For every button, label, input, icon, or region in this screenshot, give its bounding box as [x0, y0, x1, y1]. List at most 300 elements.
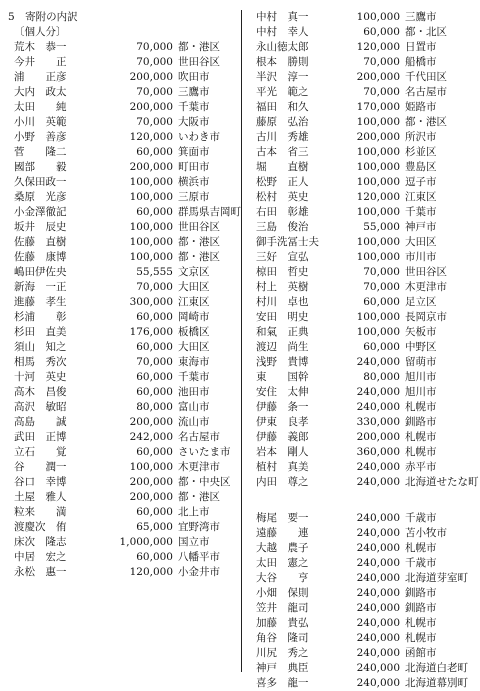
donation-amount: 240,000 [356, 476, 400, 488]
donation-amount: 70,000 [136, 56, 173, 68]
donation-amount: 240,000 [356, 542, 400, 554]
donor-row [256, 340, 480, 355]
donor-location: 国立市 [178, 536, 210, 548]
donor-name: 佐藤 直樹 [14, 236, 67, 248]
donation-amount: 170,000 [356, 101, 400, 113]
donor-location: 三原市 [178, 191, 210, 203]
donation-amount: 240,000 [356, 572, 400, 584]
column-divider [241, 10, 242, 672]
section-heading: 5 寄附の内訳 [8, 11, 78, 23]
donor-name: 中居 宏之 [14, 551, 67, 563]
donor-location: 北上市 [178, 506, 210, 518]
donor-row [256, 220, 480, 235]
donor-location: 神戸市 [405, 221, 437, 233]
donor-location: 千歳市 [405, 557, 437, 569]
donor-location: 札幌市 [405, 542, 437, 554]
donor-location: 名古屋市 [405, 86, 447, 98]
donor-name: 久保田政一 [14, 176, 67, 188]
donation-amount: 120,000 [356, 41, 400, 53]
donor-location: 市川市 [405, 251, 437, 263]
donation-amount: 242,000 [129, 431, 173, 443]
donor-location: 都・港区 [178, 251, 220, 263]
donor-row [256, 526, 480, 541]
donor-location: 千葉市 [178, 101, 210, 113]
donor-row [256, 385, 480, 400]
donor-name: 中村 真一 [256, 11, 309, 23]
donation-amount: 60,000 [136, 341, 173, 353]
donor-location: 釧路市 [405, 416, 437, 428]
donation-amount: 60,000 [136, 551, 173, 563]
donation-amount: 70,000 [363, 281, 400, 293]
donor-row [8, 565, 236, 580]
donor-row [8, 370, 236, 385]
donor-location: 千歳市 [405, 512, 437, 524]
donation-amount: 240,000 [356, 632, 400, 644]
donor-name: 大内 政太 [14, 86, 67, 98]
donor-location: 日置市 [405, 41, 437, 53]
donor-location: 大田区 [405, 236, 437, 248]
donor-name: 進藤 孝生 [14, 296, 67, 308]
donor-row [256, 646, 480, 661]
donor-name: 小畑 保則 [256, 587, 309, 599]
donor-row [256, 460, 480, 475]
donor-row [8, 520, 236, 535]
donor-location: 都・中央区 [178, 476, 231, 488]
donor-name: 中村 幸人 [256, 26, 309, 38]
donation-amount: 200,000 [129, 71, 173, 83]
donor-name: 太田 憲之 [256, 557, 309, 569]
donor-location: 釧路市 [405, 602, 437, 614]
donor-row [8, 235, 236, 250]
donor-name: 村川 卓也 [256, 296, 309, 308]
donation-amount: 100,000 [356, 11, 400, 23]
donor-row [256, 115, 480, 130]
donation-amount: 100,000 [129, 461, 173, 473]
donor-name: 加藤 貴弘 [256, 617, 309, 629]
donor-name: 川尻 秀之 [256, 647, 309, 659]
donor-row [8, 325, 236, 340]
donation-amount: 300,000 [129, 296, 173, 308]
donor-name: 高島 誠 [14, 416, 67, 428]
donor-location: 北海道白老町 [405, 662, 468, 674]
donor-name: 三島 俊治 [256, 221, 309, 233]
donor-row [8, 415, 236, 430]
donor-row [8, 85, 236, 100]
donor-row [256, 445, 480, 460]
donor-name: 和氣 正典 [256, 326, 309, 338]
donor-row [256, 430, 480, 445]
donation-amount: 100,000 [356, 311, 400, 323]
donor-row [8, 400, 236, 415]
donor-location: 岡崎市 [178, 311, 210, 323]
donor-name: 嶋田伊佐央 [14, 266, 67, 278]
donor-location: 都・北区 [405, 26, 447, 38]
donation-amount: 100,000 [129, 251, 173, 263]
left-column [8, 10, 241, 580]
donor-location: 世田谷区 [178, 56, 220, 68]
donor-location: 旭川市 [405, 371, 437, 383]
donor-location: 札幌市 [405, 431, 437, 443]
donation-amount: 60,000 [363, 26, 400, 38]
donor-name: 半沢 淳一 [256, 71, 309, 83]
donation-amount: 80,000 [363, 371, 400, 383]
donation-amount: 240,000 [356, 356, 400, 368]
donor-name: 松野 正人 [256, 176, 309, 188]
donor-row [8, 190, 236, 205]
donor-row [256, 70, 480, 85]
donor-name: 荒木 恭一 [14, 41, 67, 53]
donor-name: 高木 昌俊 [14, 386, 67, 398]
donor-location: 都・港区 [405, 116, 447, 128]
donor-name: 内田 尊之 [256, 476, 309, 488]
donor-row [8, 385, 236, 400]
donation-amount: 55,000 [363, 221, 400, 233]
donor-location: 留萌市 [405, 356, 437, 368]
donor-name: 土屋 雅人 [14, 491, 67, 503]
donor-name: 古川 秀雄 [256, 131, 309, 143]
donor-location: 宜野湾市 [178, 521, 220, 533]
donor-name: 角谷 隆司 [256, 632, 309, 644]
donor-location: 木更津市 [405, 281, 447, 293]
donor-row [8, 445, 236, 460]
donation-amount: 70,000 [136, 356, 173, 368]
donor-name: 浦 正彦 [14, 71, 67, 83]
donor-location: さいたま市 [178, 446, 231, 458]
donor-row [256, 55, 480, 70]
donation-amount: 240,000 [356, 587, 400, 599]
donation-amount: 80,000 [136, 401, 173, 413]
donation-amount: 330,000 [356, 416, 400, 428]
donor-row [8, 55, 236, 70]
donor-row [256, 571, 480, 586]
donor-location: 大田区 [178, 281, 210, 293]
donor-location: 木更津市 [178, 461, 220, 473]
donor-location: 横浜市 [178, 176, 210, 188]
donor-location: 豊島区 [405, 161, 437, 173]
donation-amount: 60,000 [363, 341, 400, 353]
donor-row [8, 220, 236, 235]
donor-row [256, 310, 480, 325]
donor-row [256, 40, 480, 55]
donor-row [256, 586, 480, 601]
donor-location: 文京区 [178, 266, 210, 278]
donation-amount: 240,000 [356, 602, 400, 614]
donor-location: 船橋市 [405, 56, 437, 68]
donation-amount: 60,000 [136, 371, 173, 383]
donor-name: 太田 純 [14, 101, 67, 113]
donor-name: 床次 隆志 [14, 536, 67, 548]
donor-location: 旭川市 [405, 386, 437, 398]
donation-amount: 1,000,000 [119, 536, 173, 548]
donor-row [8, 475, 236, 490]
donor-name: 杉田 直美 [14, 326, 67, 338]
donor-name: 大越 農子 [256, 542, 309, 554]
donor-location: 世田谷区 [405, 266, 447, 278]
donation-amount: 100,000 [129, 236, 173, 248]
donor-name: 伊東 良孝 [256, 416, 309, 428]
donor-row [8, 295, 236, 310]
donor-list-right [256, 10, 480, 691]
donor-location: 矢板市 [405, 326, 437, 338]
donor-name: 谷 潤一 [14, 461, 67, 473]
donation-amount: 240,000 [356, 617, 400, 629]
donor-row [8, 550, 236, 565]
donor-location: 三鷹市 [178, 86, 210, 98]
donor-row [256, 10, 480, 25]
donation-amount: 200,000 [356, 431, 400, 443]
donation-amount: 176,000 [129, 326, 173, 338]
donation-amount: 240,000 [356, 386, 400, 398]
donor-name: 平光 範之 [256, 86, 309, 98]
donor-row [256, 265, 480, 280]
donor-row [8, 280, 236, 295]
donor-row [8, 250, 236, 265]
donor-name: 藤原 弘治 [256, 116, 309, 128]
donor-location: いわき市 [178, 131, 220, 143]
donation-amount: 70,000 [363, 86, 400, 98]
donation-amount: 240,000 [356, 662, 400, 674]
donor-row [256, 100, 480, 115]
donor-row [8, 430, 236, 445]
donor-row [256, 475, 480, 505]
donor-name: 杉浦 彰 [14, 311, 67, 323]
donor-location: 大田区 [178, 341, 210, 353]
donation-amount: 100,000 [129, 221, 173, 233]
donor-location: 流山市 [178, 416, 210, 428]
donor-location: 釧路市 [405, 587, 437, 599]
donation-amount: 200,000 [129, 161, 173, 173]
donor-row [8, 40, 236, 55]
donor-row [256, 190, 480, 205]
donor-location: 都・港区 [178, 41, 220, 53]
donor-row [256, 280, 480, 295]
donor-row [8, 490, 236, 505]
donation-amount: 70,000 [363, 266, 400, 278]
donor-row [8, 535, 236, 550]
donation-amount: 100,000 [356, 251, 400, 263]
donor-row [256, 415, 480, 430]
donor-name: 梅尾 要一 [256, 512, 309, 524]
donor-location: 三鷹市 [405, 11, 437, 23]
donor-name: 今井 正 [14, 56, 67, 68]
donor-name: 村上 英樹 [256, 281, 309, 293]
donation-amount: 100,000 [356, 146, 400, 158]
donor-name: 粒来 満 [14, 506, 67, 518]
donor-location: 江東区 [178, 296, 210, 308]
donor-row [8, 505, 236, 520]
donor-location: 函館市 [405, 647, 437, 659]
donation-amount: 70,000 [136, 86, 173, 98]
donor-name: 新海 一正 [14, 281, 67, 293]
donor-row [8, 355, 236, 370]
donor-row [256, 601, 480, 616]
donor-row [256, 511, 480, 526]
donation-amount: 60,000 [136, 206, 173, 218]
donor-row [256, 325, 480, 340]
donor-name: 大谷 亨 [256, 572, 309, 584]
donor-location: 長岡京市 [405, 311, 447, 323]
donor-row [256, 556, 480, 571]
donor-name: 小川 英範 [14, 116, 67, 128]
donation-amount: 100,000 [356, 236, 400, 248]
donation-amount: 200,000 [129, 101, 173, 113]
donation-amount: 100,000 [129, 191, 173, 203]
donor-location: 千葉市 [178, 371, 210, 383]
donor-location: 大阪市 [178, 116, 210, 128]
donor-name: 小野 善彦 [14, 131, 67, 143]
donor-location: 札幌市 [405, 401, 437, 413]
donor-row [256, 370, 480, 385]
donor-row [8, 205, 241, 220]
donor-location: 北海道せたな町 [405, 476, 479, 488]
donation-amount: 60,000 [136, 311, 173, 323]
donor-row [8, 160, 236, 175]
donation-amount: 360,000 [356, 446, 400, 458]
donor-location: 赤平市 [405, 461, 437, 473]
donor-row [256, 250, 480, 265]
donor-row [8, 70, 236, 85]
donation-amount: 60,000 [363, 296, 400, 308]
donor-location: 足立区 [405, 296, 437, 308]
donation-amount: 200,000 [129, 491, 173, 503]
donor-name: 東 国幹 [256, 371, 309, 383]
donation-amount: 240,000 [356, 557, 400, 569]
donation-amount: 240,000 [356, 461, 400, 473]
donation-amount: 70,000 [136, 116, 173, 128]
donor-row [256, 235, 480, 250]
donor-location: 中野区 [405, 341, 437, 353]
donation-amount: 200,000 [356, 71, 400, 83]
donation-amount: 200,000 [129, 476, 173, 488]
donor-row [256, 616, 480, 631]
donor-name: 高沢 敏昭 [14, 401, 67, 413]
donor-location: 富山市 [178, 401, 210, 413]
donation-amount: 60,000 [136, 146, 173, 158]
donor-location: 千代田区 [405, 71, 447, 83]
donor-name: 福田 和久 [256, 101, 309, 113]
donor-name: 岩本 剛人 [256, 446, 309, 458]
donation-amount: 60,000 [136, 446, 173, 458]
donor-name: 永山徳太郎 [256, 41, 309, 53]
donor-location: 札幌市 [405, 632, 437, 644]
donor-name: 植村 真美 [256, 461, 309, 473]
donation-amount: 240,000 [356, 647, 400, 659]
donation-amount: 55,555 [136, 266, 173, 278]
donation-amount: 200,000 [129, 416, 173, 428]
donor-row [256, 355, 480, 370]
right-column [256, 10, 480, 691]
donor-name: 椋田 哲史 [256, 266, 309, 278]
donor-location: 箕面市 [178, 146, 210, 158]
donor-row [256, 130, 480, 145]
donation-amount: 100,000 [129, 176, 173, 188]
donor-row [256, 631, 480, 646]
donor-row [8, 460, 236, 475]
donor-name: 佐藤 康博 [14, 251, 67, 263]
donor-location: 都・港区 [178, 236, 220, 248]
donor-row [256, 175, 480, 190]
donor-location: 北海道幕別町 [405, 677, 468, 689]
donor-name: 谷口 幸博 [14, 476, 67, 488]
donor-name: 松村 英史 [256, 191, 309, 203]
donor-name: 御手洗冨士夫 [256, 236, 319, 248]
donor-name: 三好 宣弘 [256, 251, 309, 263]
donor-name: 安田 明史 [256, 311, 309, 323]
donation-amount: 120,000 [129, 566, 173, 578]
donor-name: 永松 惠一 [14, 566, 67, 578]
donation-amount: 120,000 [129, 131, 173, 143]
donor-name: 菅 隆二 [14, 146, 67, 158]
donor-name: 根本 勝則 [256, 56, 309, 68]
donor-location: 町田市 [178, 161, 210, 173]
donor-row [8, 115, 236, 130]
donor-location: 江東区 [405, 191, 437, 203]
donation-amount: 60,000 [136, 506, 173, 518]
donation-amount: 100,000 [356, 326, 400, 338]
donor-row [256, 676, 480, 691]
donor-location: 都・港区 [178, 491, 220, 503]
donation-amount: 65,000 [136, 521, 173, 533]
donor-list-left [8, 40, 241, 580]
donor-name: 桑原 光彦 [14, 191, 67, 203]
donor-row [256, 25, 480, 40]
donor-row [256, 145, 480, 160]
donor-location: 逗子市 [405, 176, 437, 188]
donor-name: 笠井 龍司 [256, 602, 309, 614]
donation-amount: 70,000 [136, 281, 173, 293]
donor-row [8, 340, 236, 355]
donation-amount: 120,000 [356, 191, 400, 203]
donor-name: 伊藤 義郎 [256, 431, 309, 443]
donor-location: 苫小牧市 [405, 527, 447, 539]
donor-name: 伊藤 条一 [256, 401, 309, 413]
donor-row [256, 160, 480, 175]
donor-name: 坂井 辰史 [14, 221, 67, 233]
donor-location: 小金井市 [178, 566, 220, 578]
donation-amount: 70,000 [363, 56, 400, 68]
donor-name: 武田 正博 [14, 431, 67, 443]
donor-location: 世田谷区 [178, 221, 220, 233]
donor-row [256, 85, 480, 100]
donor-location: 札幌市 [405, 617, 437, 629]
donor-name: 喜多 龍一 [256, 677, 309, 689]
donor-name: 古本 省三 [256, 146, 309, 158]
donation-amount: 240,000 [356, 512, 400, 524]
donor-row [256, 400, 480, 415]
donation-amount: 240,000 [356, 677, 400, 689]
donor-location: 千葉市 [405, 206, 437, 218]
donor-location: 板橋区 [178, 326, 210, 338]
donor-name: 相馬 秀次 [14, 356, 67, 368]
donor-row [8, 130, 236, 145]
donor-row [256, 541, 480, 556]
donor-name: 渡慶次 侑 [14, 521, 67, 533]
donor-location: 名古屋市 [178, 431, 220, 443]
donation-amount: 100,000 [356, 161, 400, 173]
donor-name: 十河 英史 [14, 371, 67, 383]
donor-name: 浅野 貴博 [256, 356, 309, 368]
donor-name: 遠藤 連 [256, 527, 309, 539]
donor-location: 群馬県吉岡町 [178, 206, 241, 218]
donation-amount: 70,000 [136, 41, 173, 53]
donation-amount: 100,000 [356, 206, 400, 218]
donor-name: 安住 太伸 [256, 386, 309, 398]
donor-location: 姫路市 [405, 101, 437, 113]
donor-row [8, 310, 236, 325]
donor-location: 東海市 [178, 356, 210, 368]
donor-location: 所沢市 [405, 131, 437, 143]
donation-amount: 60,000 [136, 386, 173, 398]
